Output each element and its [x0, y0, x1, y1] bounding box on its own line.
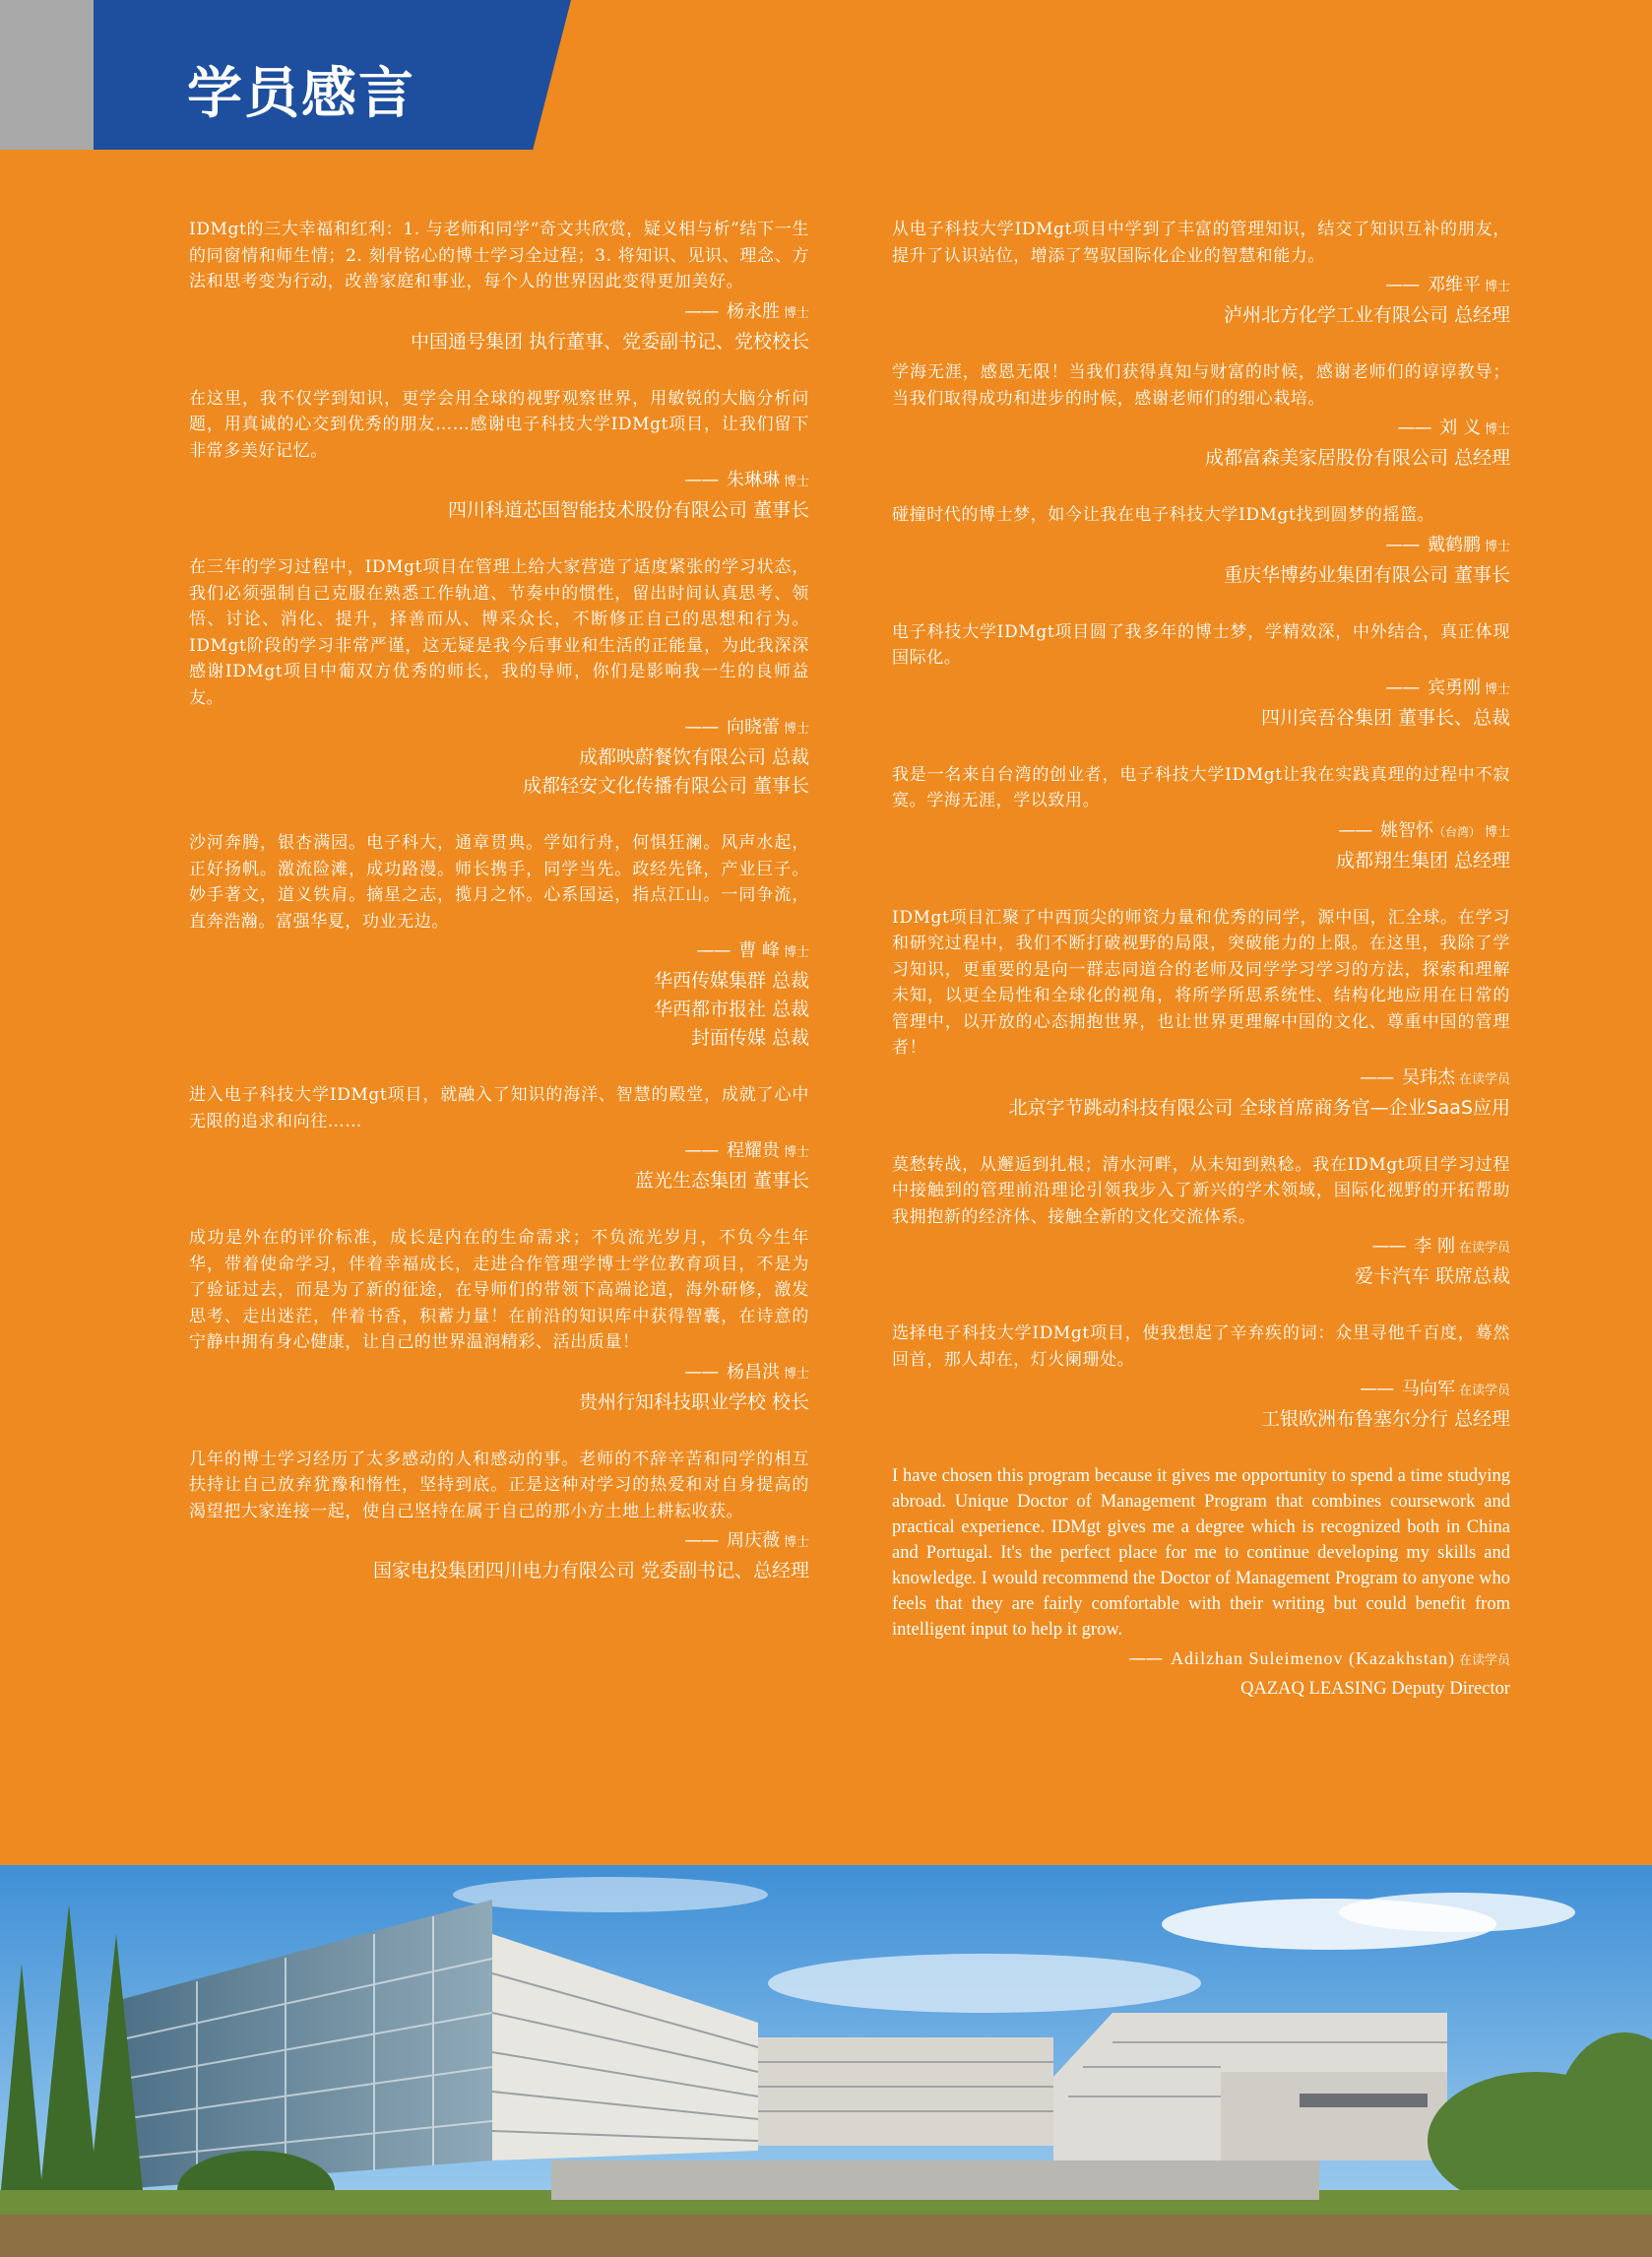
author-degree: 博士	[1484, 539, 1510, 554]
author-name: 邓维平	[1427, 275, 1481, 295]
testimonial-quote: 在三年的学习过程中，IDMgt项目在管理上给大家营造了适度紧张的学习状态，我们必须强制自己克服在熟悉工作轨道、节奏中的惯性，留出时间认真思考、领悟、讨论、消化、提升，择善而从、博采众长，不断修正自己的思想和行为。IDMgt阶段的学习非常严谨，这无疑是我今后事业和生活的正能量，为此我深深感谢IDMgt项目中葡双方优秀的师长，我的导师，你们是影响我一生的良师益友。	[189, 557, 809, 708]
author-degree: 博士	[783, 305, 809, 321]
author-organization: 北京字节跳动科技有限公司 全球首席商务官—企业SaaS应用	[1008, 1096, 1510, 1119]
testimonial-quote: 成功是外在的评价标准，成长是内在的生命需求；不负流光岁月，不负今生年华，带着使命学习，伴着幸福成长，走进合作管理学博士学位教育项目，不是为了验证过去，而是为了新的征途，在导师们的带领下高端论道，海外研修，激发思考、走出迷茫，伴着书香，积蓄力量！在前沿的知识库中获得智囊，在诗意的宁静中拥有身心健康，让自己的世界温润精彩、活出质量！	[189, 1228, 809, 1352]
page-title: 学员感言	[187, 62, 415, 126]
author-organization: 贵州行知科技职业学校 校长	[578, 1390, 809, 1413]
testimonial-signature	[892, 1375, 1510, 1405]
testimonial-signature	[892, 531, 1510, 561]
signature-dash: ——	[684, 717, 723, 738]
author-degree: 博士	[783, 475, 809, 489]
left-testimonial-column	[189, 217, 809, 1615]
testimonial-entry	[189, 554, 809, 801]
author-organization: 成都轻安文化传播有限公司 董事长	[522, 775, 809, 797]
testimonial-quote: 电子科技大学IDMgt项目圆了我多年的博士梦，学精效深，中外结合，真正体现国际化。	[892, 621, 1510, 668]
signature-dash: ——	[1360, 1066, 1398, 1088]
author-organization: 国家电投集团四川电力有限公司 党委副书记、总经理	[372, 1560, 809, 1581]
testimonial-quote: 我是一名来自台湾的创业者，电子科技大学IDMgt让我在实践真理的过程中不寂寞。学海无涯，学以致用。	[892, 764, 1510, 810]
testimonial-quote: 选择电子科技大学IDMgt项目，使我想起了辛弃疾的词：众里寻他千百度，蓦然回首，那人却在，灯火阑珊处。	[892, 1323, 1510, 1370]
author-name: 刘 义	[1439, 418, 1481, 438]
author-name: 杨昌洪	[726, 1361, 780, 1383]
signature-dash: ——	[1128, 1648, 1168, 1669]
author-name: 马向军	[1401, 1379, 1455, 1399]
author-degree: 博士	[1484, 824, 1510, 840]
signature-dash: ——	[684, 470, 723, 490]
author-degree: 在读学员	[1458, 1653, 1510, 1668]
signature-dash: ——	[684, 1361, 723, 1383]
author-organization: 华西都市报社 总裁	[653, 999, 809, 1020]
author-degree: 博士	[1484, 681, 1510, 697]
signature-dash: ——	[684, 1140, 723, 1161]
testimonial-signature	[892, 271, 1510, 301]
author-name: Adilzhan Suleimenov (Kazakhstan)	[1171, 1648, 1455, 1668]
testimonial-entry	[892, 1152, 1510, 1292]
author-organization: 成都翔生集团 总经理	[1335, 849, 1510, 871]
right-testimonial-column	[892, 217, 1510, 1733]
testimonial-signature	[189, 1358, 809, 1388]
author-degree: 博士	[783, 1366, 809, 1382]
signature-dash: ——	[1360, 1379, 1398, 1399]
testimonial-entry	[189, 217, 809, 356]
testimonial-signature	[892, 1644, 1510, 1675]
author-degree: 在读学员	[1458, 1241, 1510, 1256]
author-degree: 在读学员	[1458, 1384, 1510, 1398]
author-organization: 封面传媒 总裁	[690, 1027, 809, 1049]
author-name: 李 刚	[1414, 1236, 1455, 1257]
author-organization: 四川科道芯国智能技术股份有限公司 董事长	[447, 499, 809, 521]
author-name: 向晓蕾	[726, 717, 780, 738]
testimonial-signature	[892, 816, 1510, 847]
testimonial-signature	[189, 1526, 809, 1557]
testimonial-entry	[892, 905, 1510, 1123]
testimonial-entry	[892, 359, 1510, 473]
author-name: 杨永胜	[726, 300, 780, 322]
testimonial-entry	[189, 1225, 809, 1417]
testimonial-entry	[892, 762, 1510, 875]
author-degree: 博士	[783, 945, 809, 960]
author-organization: 泸州北方化学工业有限公司 总经理	[1223, 304, 1510, 326]
author-organization: 工银欧洲布鲁塞尔分行 总经理	[1260, 1408, 1510, 1430]
testimonial-signature	[892, 414, 1510, 444]
testimonial-entry	[892, 502, 1510, 590]
testimonial-quote: 碰撞时代的博士梦，如今让我在电子科技大学IDMgt找到圆梦的摇篮。	[892, 505, 1435, 525]
signature-dash: ——	[1397, 418, 1436, 438]
campus-building-image	[0, 1865, 1652, 2257]
testimonial-quote: IDMgt的三大幸福和红利：1. 与老师和同学“奇文共欣赏，疑义相与析”结下一生的同窗情和师生情；2. 刻骨铭心的博士学习全过程；3. 将知识、见识、理念、方法和思考变为行动，改善家庭和事业，每个人的世界因此变得更加美好。	[189, 220, 809, 291]
author-region: （台湾）	[1432, 824, 1481, 839]
testimonial-entry	[892, 1321, 1510, 1434]
author-organization: 四川宾吾谷集团 董事长、总裁	[1260, 706, 1510, 729]
author-organization: QAZAQ LEASING Deputy Director	[1240, 1679, 1510, 1699]
testimonial-entry	[189, 1082, 809, 1195]
testimonial-quote: 从电子科技大学IDMgt项目中学到了丰富的管理知识，结交了知识互补的朋友，提升了认识站位，增添了驾驭国际化企业的智慧和能力。	[892, 220, 1510, 266]
signature-dash: ——	[1385, 534, 1424, 555]
author-degree: 在读学员	[1458, 1071, 1510, 1087]
testimonial-entry	[892, 217, 1510, 330]
testimonial-quote: 沙河奔腾，银杏满园。电子科大，通章贯典。学如行舟，何惧狂澜。风声水起，正好扬帆。激流险滩，成功路漫。师长携手，同学当先。政经先锋，产业巨子。妙手著文，道义铁肩。摘星之志，揽月之怀。心系国运，指点江山。一同争流，直奔浩瀚。富强华夏，功业无边。	[189, 833, 809, 932]
author-name: 程耀贵	[726, 1140, 780, 1161]
author-organization: 华西传媒集群 总裁	[653, 970, 809, 992]
author-degree: 博士	[1484, 280, 1510, 294]
campus-photo	[0, 1865, 1652, 2257]
author-organization: 成都映蔚餐饮有限公司 总裁	[578, 746, 809, 768]
author-name: 宾勇刚	[1427, 677, 1481, 698]
testimonial-entry	[189, 830, 809, 1053]
signature-dash: ——	[1385, 275, 1424, 295]
testimonial-entry	[189, 1447, 809, 1586]
signature-dash: ——	[1385, 677, 1424, 698]
author-organization: 成都富森美家居股份有限公司 总经理	[1204, 447, 1510, 469]
testimonial-signature	[189, 713, 809, 743]
testimonial-signature	[189, 466, 809, 496]
testimonial-entry	[189, 386, 809, 526]
testimonial-entry	[892, 1463, 1510, 1704]
testimonial-signature	[892, 1232, 1510, 1262]
testimonial-signature	[892, 674, 1510, 704]
testimonial-signature	[892, 1064, 1510, 1094]
testimonial-signature	[189, 1136, 809, 1167]
author-degree: 博士	[783, 1535, 809, 1550]
testimonial-quote: 莫愁转战，从邂逅到扎根；清水河畔，从未知到熟稔。我在IDMgt项目学习过程中接触到的管理前沿理论引领我步入了新兴的学术领域，国际化视野的开拓帮助我拥抱新的经济体、接触全新的文化交流体系。	[892, 1154, 1510, 1227]
author-name: 姚智怀	[1379, 819, 1433, 841]
testimonial-quote: IDMgt项目汇聚了中西顶尖的师资力量和优秀的同学，源中国，汇全球。在学习和研究过程中，我们不断打破视野的局限，突破能力的上限。在这里，我除了学习知识，更重要的是向一群志同道合的老师及同学学习学习的方法，探索和理解未知，以更全局性和全球化的视角，将所学所思系统性、结构化地应用在日常的管理中，以开放的心态拥抱世界，也让世界更理解中国的文化、尊重中国的管理者！	[892, 907, 1510, 1058]
testimonial-quote: 在这里，我不仅学到知识，更学会用全球的视野观察世界，用敏锐的大脑分析问题，用真诚的心交到优秀的朋友……感谢电子科技大学IDMgt项目，让我们留下非常多美好记忆。	[189, 388, 809, 461]
testimonial-quote: 进入电子科技大学IDMgt项目，就融入了知识的海洋、智慧的殿堂，成就了心中无限的追求和向往……	[189, 1085, 809, 1131]
author-organization: 中国通号集团 执行董事、党委副书记、党校校长	[410, 330, 809, 353]
author-name: 曹 峰	[738, 940, 780, 961]
signature-dash: ——	[696, 940, 735, 961]
testimonial-signature	[189, 936, 809, 967]
author-degree: 博士	[783, 1145, 809, 1160]
author-name: 周庆薇	[726, 1530, 780, 1551]
author-organization: 蓝光生态集团 董事长	[634, 1170, 809, 1192]
testimonial-signature	[189, 297, 809, 328]
author-name: 吴玮杰	[1401, 1066, 1455, 1088]
author-organization: 爱卡汽车 联席总裁	[1354, 1265, 1510, 1287]
header-gray-strip	[0, 0, 94, 150]
author-degree: 博士	[783, 722, 809, 737]
author-name: 朱琳琳	[726, 470, 780, 490]
testimonial-quote: 学海无涯，感恩无限！当我们获得真知与财富的时候，感谢老师们的谆谆教导；当我们取得成功和进步的时候，感谢老师们的细心栽培。	[892, 362, 1510, 409]
signature-dash: ——	[684, 1530, 723, 1551]
testimonial-quote: 几年的博士学习经历了太多感动的人和感动的事。老师的不辞辛苦和同学的相互扶持让自己放弃犹豫和惰性，坚持到底。正是这种对学习的热爱和对自身提高的渴望把大家连接一起，使自己坚持在属于自己的那小方土地上耕耘收获。	[189, 1449, 809, 1521]
testimonial-entry	[892, 619, 1510, 733]
signature-dash: ——	[1338, 819, 1376, 841]
signature-dash: ——	[684, 300, 723, 322]
testimonial-quote: I have chosen this program because it gives me opportunity to spend a time studying abroad. Unique Doctor of Management Program that combines coursework and practical experience. IDMgt gives me a degree which is recognized both in China and Portugal. It's the perfect place for me to continue developing my skills and knowledge. I would recommend the Doctor of Management Program to anyone who feels that they are fairly comfortable with their writing but could benefit from intelligent input to help it grow.	[892, 1466, 1510, 1640]
signature-dash: ——	[1371, 1236, 1411, 1257]
author-name: 戴鹤鹏	[1427, 534, 1481, 555]
author-organization: 重庆华博药业集团有限公司 董事长	[1223, 563, 1510, 586]
author-degree: 博士	[1484, 422, 1510, 437]
